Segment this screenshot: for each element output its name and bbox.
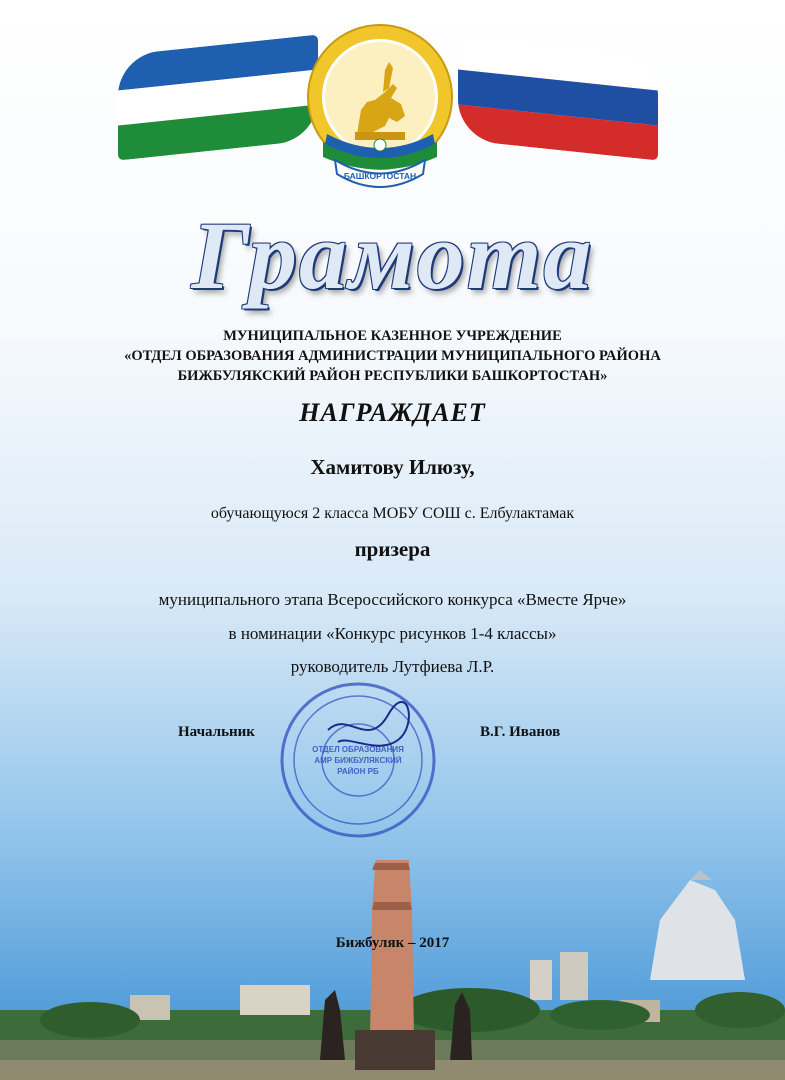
signer-name: В.Г. Иванов	[480, 724, 561, 740]
emblem-ribbon-text: БАШКОРТОСТАН	[343, 171, 417, 181]
organization-line-2: «ОТДЕЛ ОБРАЗОВАНИЯ АДМИНИСТРАЦИИ МУНИЦИПАЛЬНОГО РАЙОНА	[124, 348, 661, 364]
organization-line-3: БИЖБУЛЯКСКИЙ РАЙОН РЕСПУБЛИКИ БАШКОРТОСТАН»	[177, 368, 608, 384]
bashkortostan-flag	[118, 34, 318, 160]
organization-line-1: МУНИЦИПАЛЬНОЕ КАЗЕННОЕ УЧРЕЖДЕНИЕ	[223, 328, 562, 344]
stamp-center-line-1: ОТДЕЛ ОБРАЗОВАНИЯ	[312, 745, 404, 754]
contest-line-1: муниципального этапа Всероссийского конкурса «Вместе Ярче»	[158, 590, 627, 609]
contest-line-2: в номинации «Конкурс рисунков 1-4 классы»	[228, 624, 557, 643]
document-title: Грамота	[191, 202, 594, 309]
organization-block	[0, 326, 785, 386]
official-stamp	[278, 680, 438, 840]
signer-role: Начальник	[178, 724, 255, 740]
city-monument-scene	[0, 860, 785, 1080]
supervisor-line: руководитель Лутфиева Л.Р.	[290, 657, 495, 676]
stamp-center-line-3: РАЙОН РБ	[337, 767, 379, 776]
footer-place-year: Бижбуляк – 2017	[335, 935, 450, 951]
bashkortostan-emblem-icon	[305, 22, 455, 192]
awards-heading: НАГРАЖДАЕТ	[299, 398, 486, 427]
student-info: обучающуюся 2 класса МОБУ СОШ с. Елбулактамак	[210, 505, 575, 522]
prize-title: призера	[354, 537, 431, 561]
stamp-center-line-2: АМР БИЖБУЛЯКСКИЙ	[314, 756, 402, 765]
recipient-name: Хамитову Илюзу,	[310, 455, 475, 479]
russia-flag	[458, 34, 658, 160]
